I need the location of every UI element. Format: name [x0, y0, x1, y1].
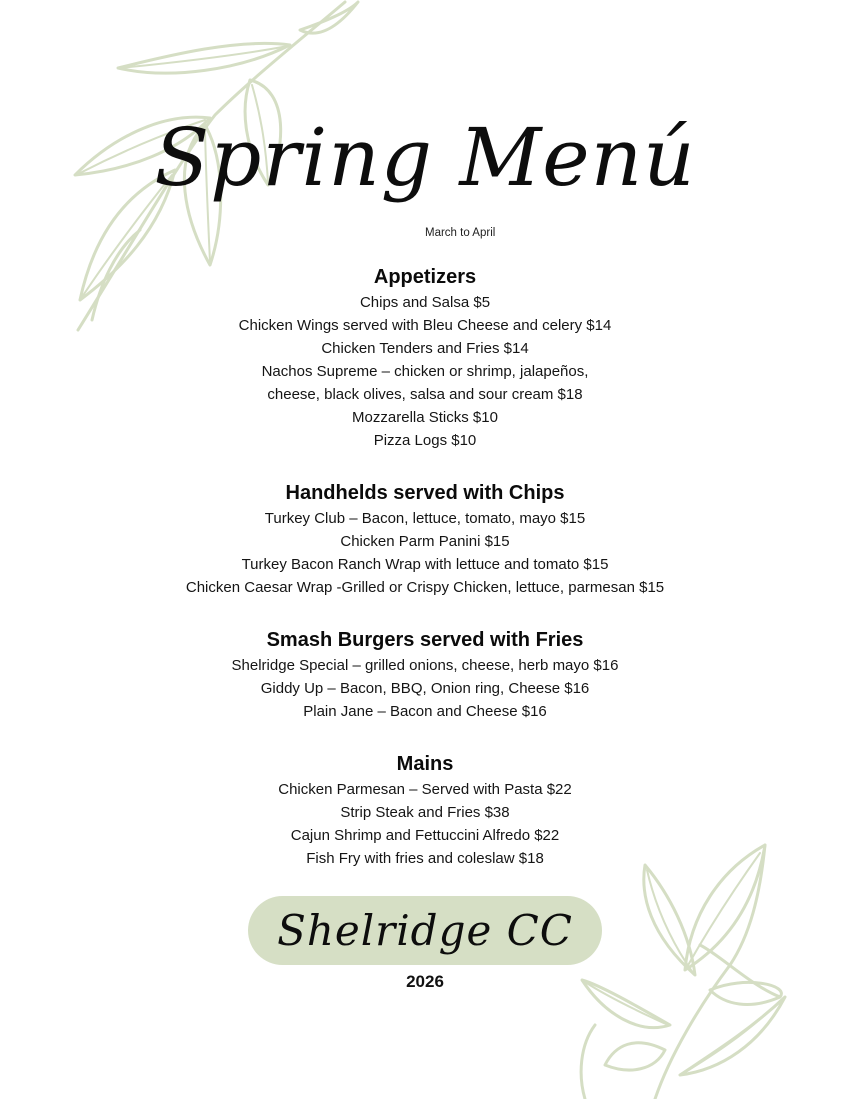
menu-item: Cajun Shrimp and Fettuccini Alfredo $22 — [290, 827, 560, 844]
section-title: Smash Burgers served with Fries — [266, 629, 584, 651]
menu-item: Chicken Parm Panini $15 — [340, 533, 510, 550]
section-mains — [0, 750, 850, 870]
menu-year: 2026 — [406, 972, 444, 991]
menu-item: Pizza Logs $10 — [373, 432, 477, 449]
menu-item: Nachos Supreme – chicken or shrimp, jalapeños, — [261, 363, 589, 380]
section-title: Mains — [396, 753, 454, 775]
menu-body — [0, 263, 850, 897]
menu-item: Fish Fry with fries and coleslaw $18 — [306, 850, 544, 867]
menu-item: Chicken Caesar Wrap -Grilled or Crispy Chicken, lettuce, parmesan $15 — [185, 579, 665, 596]
section-title: Handhelds served with Chips — [285, 482, 565, 504]
menu-item: Chips and Salsa $5 — [359, 294, 491, 311]
section-title: Appetizers — [373, 266, 477, 288]
menu-item: Strip Steak and Fries $38 — [340, 804, 510, 821]
menu-item: Shelridge Special – grilled onions, cheese, herb mayo $16 — [231, 657, 619, 674]
menu-title: Spring Menú — [154, 111, 696, 204]
menu-item: Mozzarella Sticks $10 — [352, 409, 498, 426]
menu-item: Chicken Wings served with Bleu Cheese and celery $14 — [238, 317, 612, 334]
menu-item: Chicken Parmesan – Served with Pasta $22 — [278, 781, 572, 798]
section-appetizers — [0, 263, 850, 452]
brand-name: Shelridge CC — [277, 906, 573, 955]
menu-item: Turkey Club – Bacon, lettuce, tomato, mayo $15 — [264, 510, 586, 527]
menu-item-list — [0, 778, 850, 870]
brand-banner — [248, 896, 602, 965]
menu-item: Chicken Tenders and Fries $14 — [321, 340, 529, 357]
menu-item: cheese, black olives, salsa and sour cream $18 — [267, 386, 583, 403]
section-smash-burgers — [0, 626, 850, 723]
menu-item-list — [0, 291, 850, 452]
menu-item-list — [0, 507, 850, 599]
menu-item: Giddy Up – Bacon, BBQ, Onion ring, Cheese $16 — [260, 680, 590, 697]
section-handhelds — [0, 479, 850, 599]
menu-item-list — [0, 654, 850, 723]
menu-item: Turkey Bacon Ranch Wrap with lettuce and tomato $15 — [241, 556, 609, 573]
menu-date-range: March to April — [425, 227, 496, 239]
menu-item: Plain Jane – Bacon and Cheese $16 — [303, 703, 547, 720]
